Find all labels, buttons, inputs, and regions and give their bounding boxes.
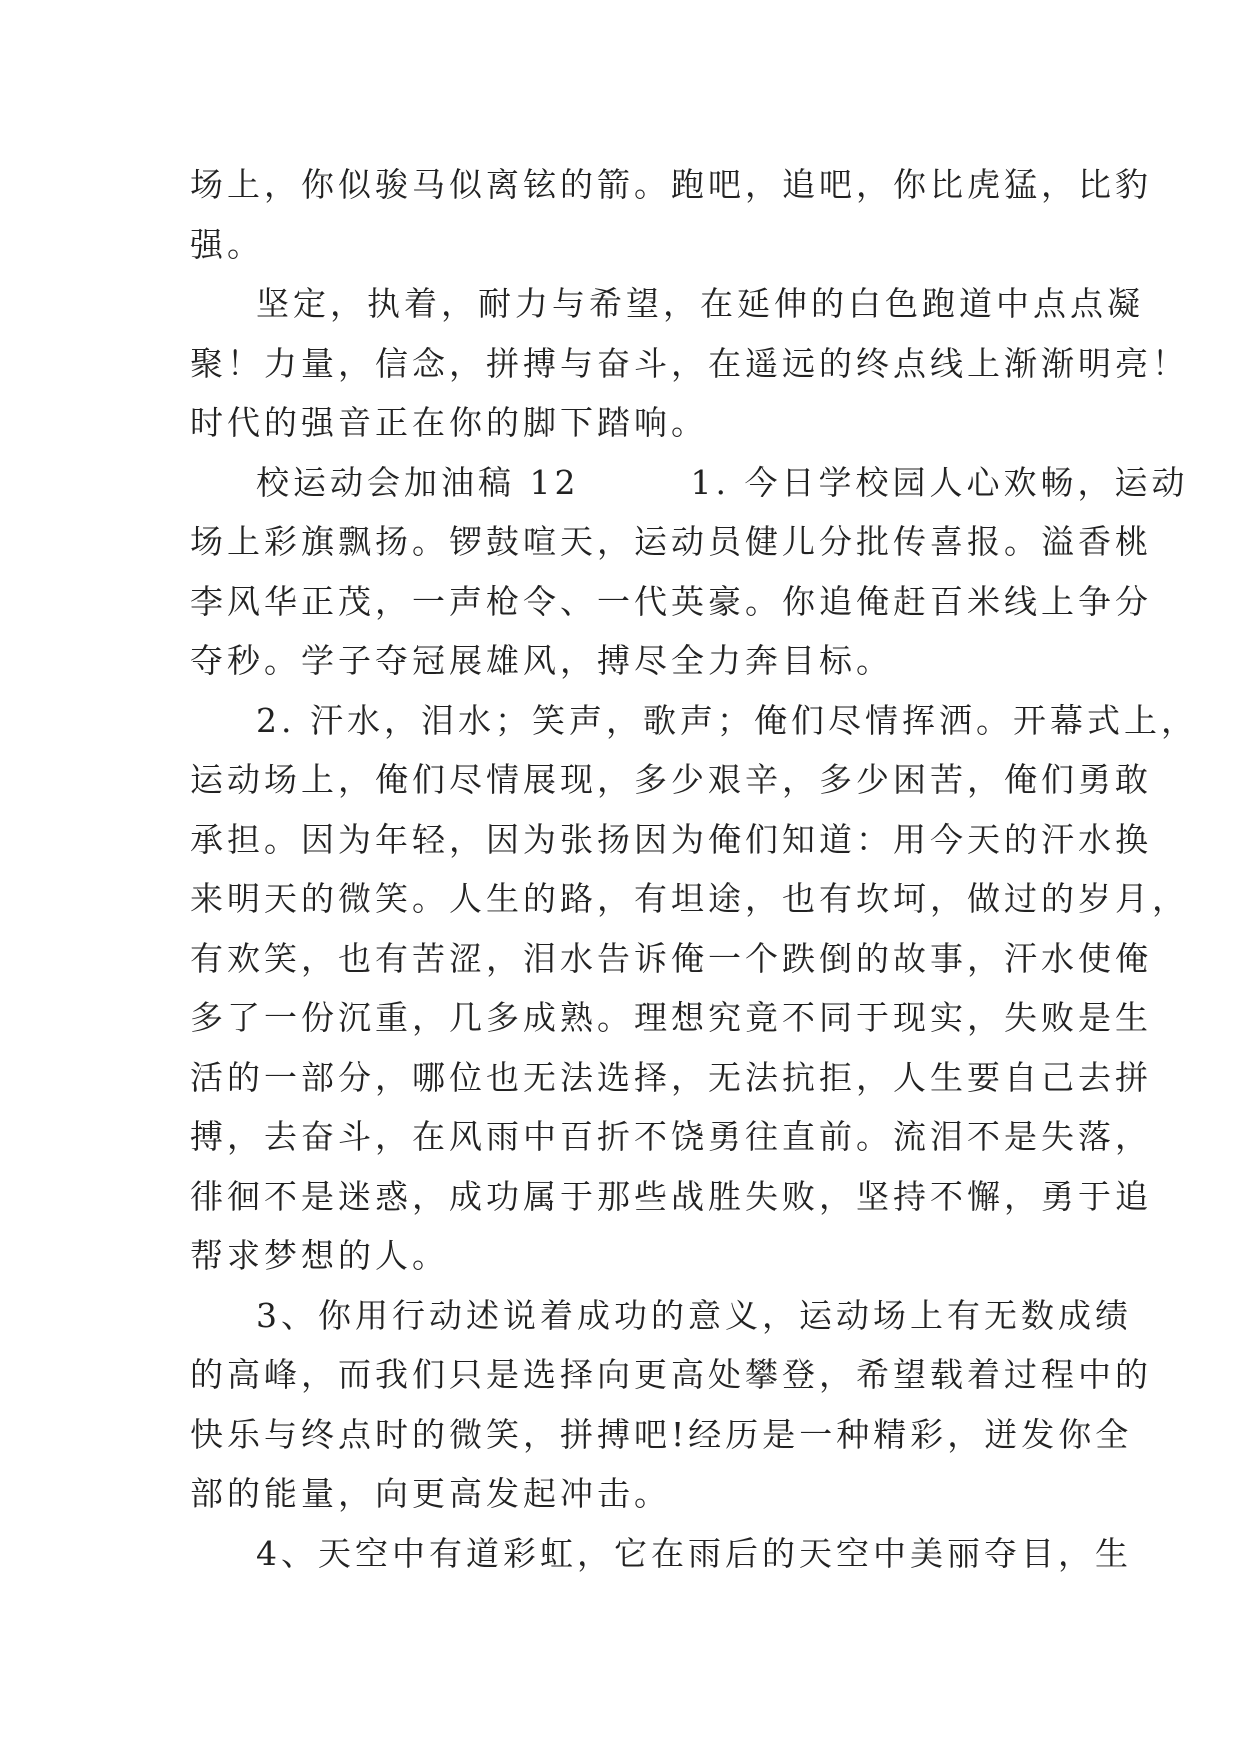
text-line: 坚定，执着，耐力与希望，在延伸的白色跑道中点点凝 — [256, 284, 1144, 323]
document-body — [190, 155, 1198, 1583]
text-line: 2. 汗水，泪水；笑声，歌声；俺们尽情挥洒。开幕式上， — [256, 700, 1198, 740]
text-line: 搏，去奋斗，在风雨中百折不饶勇往直前。流泪不是失落， — [190, 1117, 1152, 1156]
text-line: 徘徊不是迷惑，成功属于那些战胜失败，坚持不懈，勇于追 — [190, 1176, 1152, 1216]
text-line: 来明天的微笑。人生的路，有坦途，也有坎坷，做过的岁月， — [190, 879, 1189, 918]
text-line: 多了一份沉重，几多成熟。理想究竟不同于现实，失败是生 — [190, 998, 1152, 1037]
text-line: 校运动会加油稿 12 1. 今日学校园人心欢畅，运动 — [256, 462, 1189, 502]
text-line: 承担。因为年轻，因为张扬因为俺们知道：用今天的汗水换 — [190, 819, 1152, 859]
text-line: 场上，你似骏马似离铉的箭。跑吧，追吧，你比虎猛，比豹 — [190, 165, 1152, 204]
text-line: 有欢笑，也有苦涩，泪水告诉俺一个跌倒的故事，汗水使俺 — [190, 938, 1152, 978]
text-line: 3、你用行动述说着成功的意义，运动场上有无数成绩 — [256, 1295, 1132, 1335]
text-line: 部的能量，向更高发起冲击。 — [190, 1474, 671, 1513]
text-line: 聚！力量，信念，拼搏与奋斗，在遥远的终点线上渐渐明亮！ — [190, 343, 1189, 383]
text-line: 4、天空中有道彩虹，它在雨后的天空中美丽夺目，生 — [256, 1533, 1132, 1573]
text-line: 场上彩旗飘扬。锣鼓喧天，运动员健儿分批传喜报。溢香桃 — [190, 522, 1152, 561]
text-line: 时代的强音正在你的脚下踏响。 — [190, 403, 708, 442]
text-line: 的高峰，而我们只是选择向更高处攀登，希望载着过程中的 — [190, 1355, 1152, 1394]
text-line: 夺秒。学子夺冠展雄风，搏尽全力奔目标。 — [190, 641, 893, 680]
text-line: 活的一部分，哪位也无法选择，无法抗拒，人生要自己去拼 — [190, 1057, 1152, 1097]
text-line: 运动场上，俺们尽情展现，多少艰辛，多少困苦，俺们勇敢 — [190, 760, 1152, 799]
text-line: 快乐与终点时的微笑，拼搏吧!经历是一种精彩，迸发你全 — [190, 1414, 1133, 1454]
text-line: 帮求梦想的人。 — [190, 1236, 449, 1275]
text-line: 李风华正茂，一声枪令、一代英豪。你追俺赶百米线上争分 — [190, 581, 1152, 621]
text-line: 强。 — [190, 224, 264, 264]
